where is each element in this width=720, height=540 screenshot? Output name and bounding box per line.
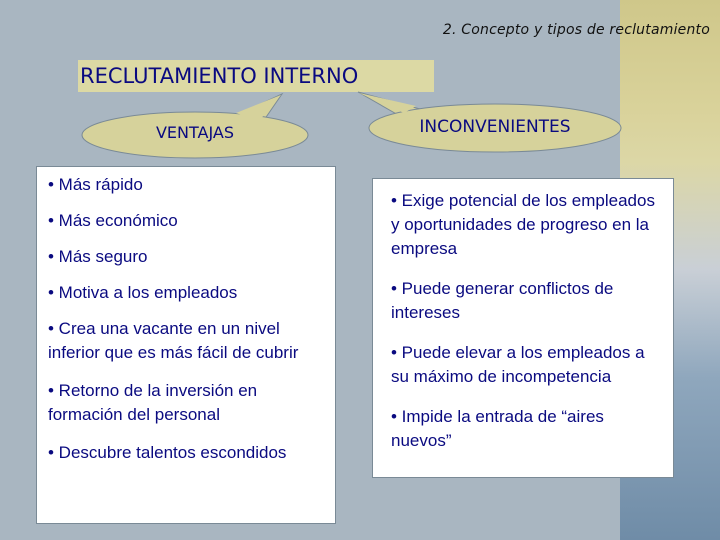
list-item: • Crea una vacante en un nivel inferior que es más fácil de cubrir [48, 319, 299, 362]
list-item: • Más rápido [48, 175, 143, 194]
list-item: • Más seguro [48, 247, 148, 266]
list-item: • Retorno de la inversión en formación del personal [48, 381, 258, 424]
list-item: • Puede elevar a los empleados a su máximo de incompetencia [391, 343, 645, 386]
list-item: • Motiva a los empleados [48, 283, 238, 302]
list-item: • Puede generar conflictos de intereses [391, 279, 614, 322]
list-item: • Impide la entrada de “aires nuevos” [391, 407, 604, 450]
inconvenientes-label: INCONVENIENTES [419, 117, 571, 137]
slide-title: RECLUTAMIENTO INTERNO [78, 60, 434, 92]
inconvenientes-list [372, 178, 674, 478]
section-subtitle: 2. Concepto y tipos de reclutamiento [442, 22, 710, 38]
list-item: • Descubre talentos escondidos [48, 443, 287, 462]
ventajas-list [36, 166, 336, 524]
list-item: • Exige potencial de los empleados y oportunidades de progreso en la empresa [391, 191, 655, 258]
list-item: • Más económico [48, 211, 178, 230]
ventajas-label: VENTAJAS [155, 123, 235, 142]
